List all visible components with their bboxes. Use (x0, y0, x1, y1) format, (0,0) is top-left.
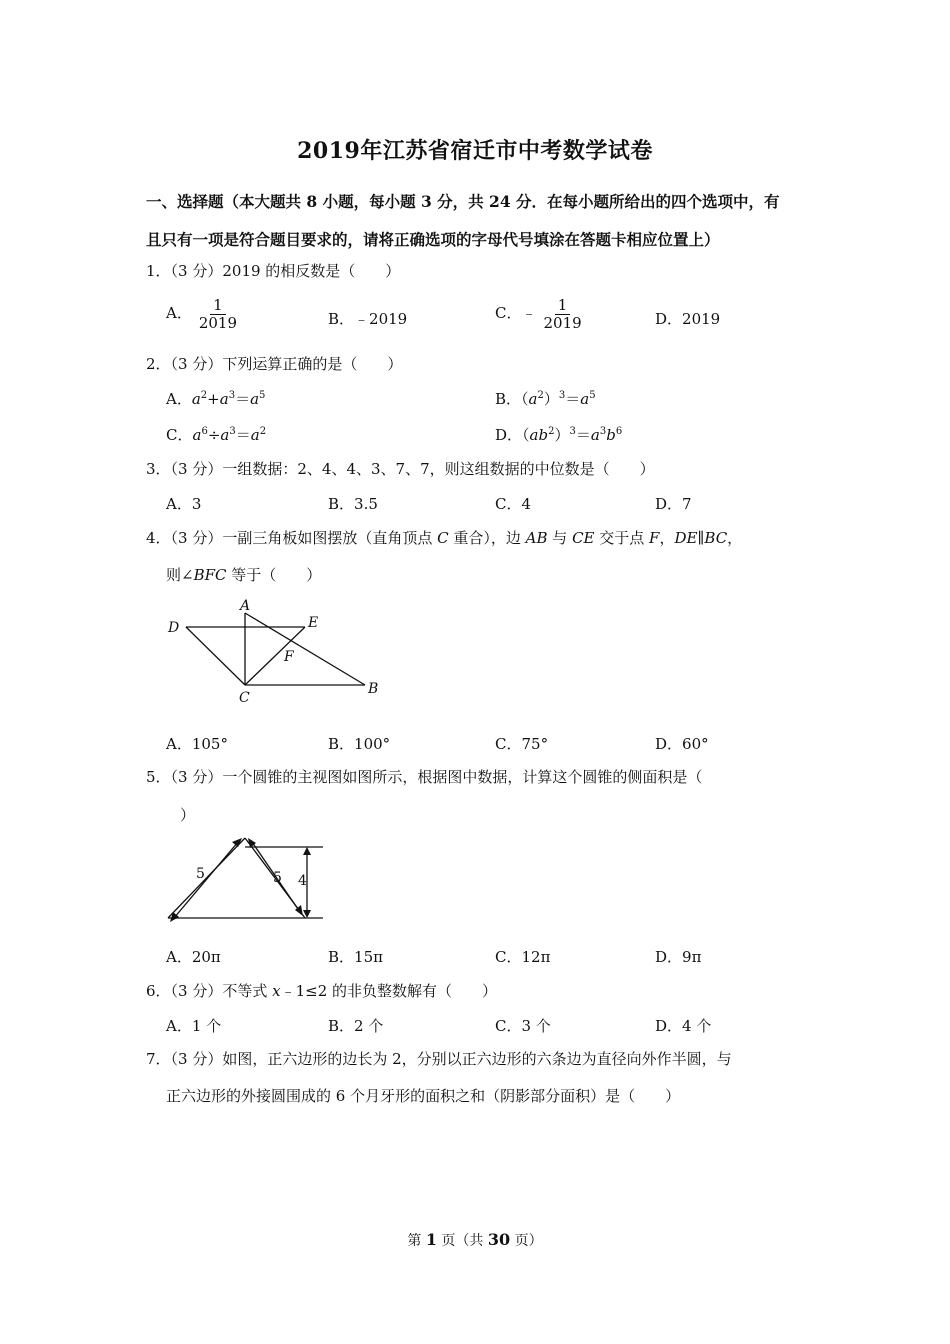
q3-stem: 3．（3 分）一组数据：2、4、4、3、7、7，则这组数据的中位数是（ ） (146, 460, 655, 478)
q4-figure (160, 595, 390, 710)
section-heading-line1: 一、选择题（本大题共 8 小题，每小题 3 分，共 24 分．在每小题所给出的四个选项中，有 (146, 192, 780, 211)
q5-left-dim (174, 842, 238, 918)
q3-option-a: A．3 (166, 495, 202, 513)
q5-label-right: 5 (273, 870, 282, 886)
q5-option-d: D．9π (655, 948, 702, 966)
q4-line-ab (245, 613, 365, 685)
q3-option-d: D．7 (655, 495, 692, 513)
q4-label-a: A (240, 598, 251, 614)
q6-option-b: B．2 个 (328, 1017, 384, 1035)
q5-figure (160, 828, 335, 928)
q4-option-b: B．100° (328, 735, 391, 753)
q1-stem: 1．（3 分）2019 的相反数是（ ） (146, 262, 401, 280)
q1-option-c: C．﹣ $\frac{1}{2019}$ (495, 296, 582, 332)
q4-line-dc (186, 627, 245, 685)
q1-option-a: A． $\frac{1}{2019}$ (166, 296, 238, 332)
q5-option-c: C．12π (495, 948, 551, 966)
q2-option-c: C．$a^6\div a^3=a^2$ (166, 426, 267, 444)
q1-option-b: B．﹣2019 (328, 310, 408, 328)
q7-stem: 7．（3 分）如图，正六边形的边长为 2，分别以正六边形的六条边为直径向外作半圆，与 (146, 1050, 732, 1068)
q6-stem: 6．（3 分）不等式 x﹣1≤2 的非负整数解有（ ） (146, 982, 498, 1000)
q4-stem: 4．（3 分）一副三角板如图摆放（直角顶点 C 重合），边 AB 与 CE 交于点 F，DE∥BC， (146, 529, 743, 547)
q2-stem: 2．（3 分）下列运算正确的是（ ） (146, 355, 403, 373)
q5-stem-line2: ） (180, 806, 196, 824)
q4-label-e: E (308, 615, 319, 631)
q2-option-b: B．$(a^2)^3=a^5$ (495, 390, 596, 408)
q5-option-a: A．20π (166, 948, 221, 966)
q4-label-b: B (368, 681, 379, 697)
q4-line-ce (245, 627, 305, 685)
q6-option-a: A．1 个 (166, 1017, 222, 1035)
q2-option-d: D．$(ab^2)^3=a^3b^6$ (495, 426, 623, 444)
page-footer: 第 1 页（共 30 页） (407, 1230, 543, 1249)
q1-option-d: D．2019 (655, 310, 721, 328)
q5-option-b: B．15π (328, 948, 383, 966)
page-title: 2019年江苏省宿迁市中考数学试卷 (297, 138, 653, 164)
q7-stem-line2: 正六边形的外接圆围成的 6 个月牙形的面积之和（阴影部分面积）是（ ） (166, 1087, 681, 1105)
q2-option-a: A．$a^2+a^3=a^5$ (166, 390, 266, 408)
q6-option-d: D．4 个 (655, 1017, 712, 1035)
q4-stem-line2: 则∠BFC 等于（ ） (166, 566, 322, 584)
q5-label-height: 4 (298, 873, 307, 889)
q4-label-c: C (239, 690, 250, 706)
q5-stem: 5．（3 分）一个圆锥的主视图如图所示，根据图中数据，计算这个圆锥的侧面积是（ (146, 768, 703, 786)
q4-option-d: D．60° (655, 735, 709, 753)
q3-option-c: C．4 (495, 495, 532, 513)
q5-cone-left-side (168, 838, 245, 918)
q6-option-c: C．3 个 (495, 1017, 551, 1035)
q4-option-c: C．75° (495, 735, 549, 753)
q5-arrow-h-top (303, 847, 311, 855)
q4-option-a: A．105° (166, 735, 228, 753)
q5-label-left: 5 (196, 866, 205, 882)
q4-label-d: D (168, 620, 180, 636)
q4-label-f: F (284, 649, 294, 665)
section-heading-line2: 且只有一项是符合题目要求的，请将正确选项的字母代号填涂在答题卡相应位置上） (146, 230, 720, 249)
q3-option-b: B．3.5 (328, 495, 378, 513)
